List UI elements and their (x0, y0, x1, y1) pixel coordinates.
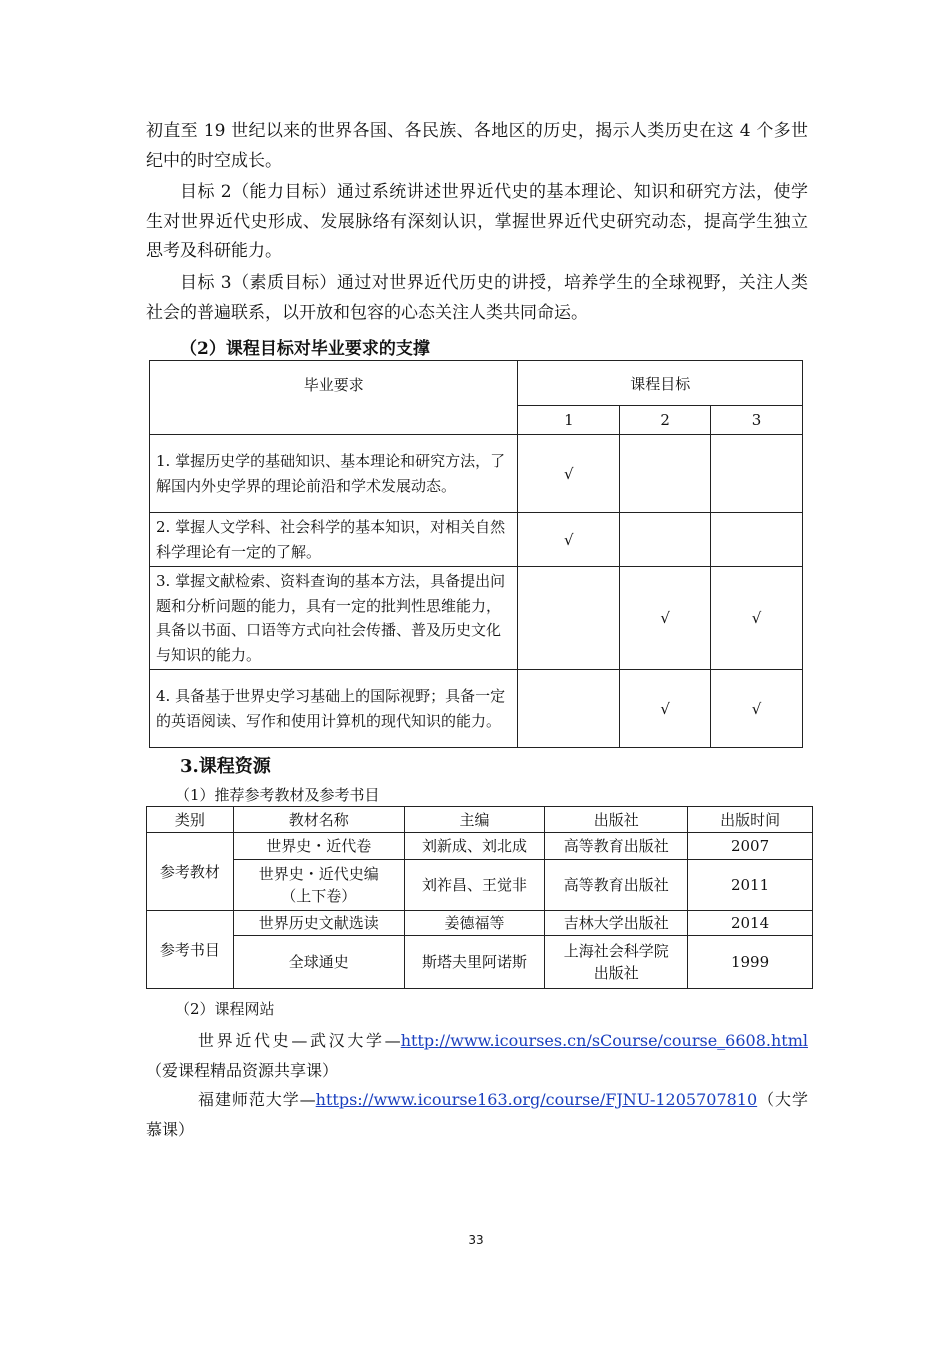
website-1-link[interactable]: http://www.icourses.cn/sCourse/course_6608.html (400, 1031, 808, 1050)
requirement-text: 2. 掌握人文学科、社会科学的基本知识，对相关自然科学理论有一定的了解。 (150, 513, 518, 567)
section-support-title: （2）课程目标对毕业要求的支撑 (180, 339, 430, 359)
book-publisher: 高等教育出版社 (545, 833, 688, 860)
book-publisher: 高等教育出版社 (545, 860, 688, 911)
page-number: 33 (468, 1233, 484, 1247)
requirement-text: 1. 掌握历史学的基础知识、基本理论和研究方法，了解国内外史学界的理论前沿和学术发展动态。 (150, 435, 518, 513)
table-row (150, 513, 803, 567)
section-resources-title: 3.课程资源 (180, 756, 271, 777)
goal-col-1: 1 (518, 406, 620, 435)
book-name: 世界史・近代卷 (233, 833, 404, 860)
book-year: 2014 (688, 911, 813, 936)
website-1-prefix: 世界近代史—武汉大学— (198, 1031, 401, 1050)
book-name: 世界史・近代史编（上下卷） (233, 860, 404, 911)
check-mark (518, 670, 620, 748)
table-row (147, 833, 813, 860)
header-requirement: 毕业要求 (150, 361, 518, 435)
support-table (149, 360, 803, 748)
table-row (150, 435, 803, 513)
check-mark: √ (711, 567, 803, 670)
check-mark (711, 513, 803, 567)
check-mark: √ (711, 670, 803, 748)
header-editor: 主编 (404, 807, 545, 833)
book-publisher: 吉林大学出版社 (545, 911, 688, 936)
table-row (147, 860, 813, 911)
check-mark: √ (518, 435, 620, 513)
check-mark: √ (620, 670, 711, 748)
check-mark (518, 567, 620, 670)
header-course-goal: 课程目标 (518, 361, 803, 406)
table-row (150, 567, 803, 670)
check-mark: √ (620, 567, 711, 670)
subsection-references-title: （1）推荐参考教材及参考书目 (175, 786, 380, 804)
book-name: 全球通史 (233, 936, 404, 989)
requirement-text: 4. 具备基于世界史学习基础上的国际视野；具备一定的英语阅读、写作和使用计算机的现代知识的能力。 (150, 670, 518, 748)
paragraph-goal1-continued: 初直至 19 世纪以来的世界各国、各民族、各地区的历史，揭示人类历史在这 4 个多世纪中的时空成长。 (146, 121, 808, 171)
book-year: 2007 (688, 833, 813, 860)
table-row (147, 936, 813, 989)
website-2-prefix: 福建师范大学— (198, 1090, 316, 1109)
website-2 (146, 1085, 808, 1144)
book-editor: 刘祚昌、王觉非 (404, 860, 545, 911)
goal-col-3: 3 (711, 406, 803, 435)
check-mark (620, 513, 711, 567)
paragraph-goal3: 目标 3（素质目标）通过对世界近代历史的讲授，培养学生的全球视野，关注人类社会的普遍联系，以开放和包容的心态关注人类共同命运。 (146, 273, 808, 323)
requirement-text: 3. 掌握文献检索、资料查询的基本方法，具备提出问题和分析问题的能力，具有一定的批判性思维能力，具备以书面、口语等方式向社会传播、普及历史文化与知识的能力。 (150, 567, 518, 670)
check-mark (711, 435, 803, 513)
category-books: 参考书目 (147, 911, 234, 989)
header-publisher: 出版社 (545, 807, 688, 833)
website-2-suffix: （大学慕课） (146, 1090, 808, 1139)
header-category: 类别 (147, 807, 234, 833)
table-row (150, 670, 803, 748)
book-editor: 姜德福等 (404, 911, 545, 936)
book-editor: 斯塔夫里阿诺斯 (404, 936, 545, 989)
goal-col-2: 2 (620, 406, 711, 435)
references-table (146, 806, 813, 989)
check-mark (620, 435, 711, 513)
website-1-suffix: （爱课程精品资源共享课） (146, 1060, 339, 1080)
book-year: 1999 (688, 936, 813, 989)
book-name: 世界历史文献选读 (233, 911, 404, 936)
book-year: 2011 (688, 860, 813, 911)
subsection-websites-title: （2）课程网站 (175, 1000, 275, 1018)
book-publisher: 上海社会科学院出版社 (545, 936, 688, 989)
header-book-name: 教材名称 (233, 807, 404, 833)
website-2-link[interactable]: https://www.icourse163.org/course/FJNU-1205707810 (315, 1090, 758, 1109)
paragraph-goal2: 目标 2（能力目标）通过系统讲述世界近代史的基本理论、知识和研究方法，使学生对世界近代史形成、发展脉络有深刻认识，掌握世界近代史研究动态，提高学生独立思考及科研能力。 (146, 182, 808, 261)
book-editor: 刘新成、刘北成 (404, 833, 545, 860)
check-mark: √ (518, 513, 620, 567)
website-1 (146, 1026, 808, 1085)
header-year: 出版时间 (688, 807, 813, 833)
category-textbook: 参考教材 (147, 833, 234, 911)
table-row (147, 911, 813, 936)
